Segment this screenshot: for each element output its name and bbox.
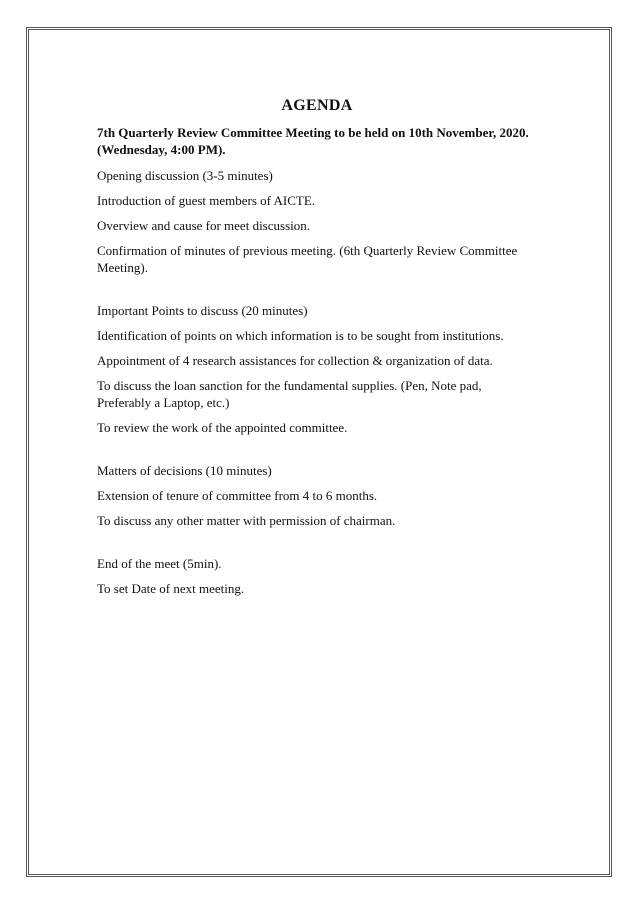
agenda-content	[97, 97, 537, 605]
section-gap	[97, 537, 537, 555]
meeting-heading-line1: 7th Quarterly Review Committee Meeting to be held on 10th November, 2020.	[97, 125, 529, 140]
section-gap	[97, 444, 537, 462]
agenda-section-end	[97, 555, 537, 597]
agenda-section-opening	[97, 167, 537, 276]
agenda-item: Extension of tenure of committee from 4 to 6 months.	[97, 488, 378, 503]
agenda-item: Introduction of guest members of AICTE.	[97, 193, 316, 208]
page-title: AGENDA	[281, 97, 353, 114]
meeting-heading	[97, 124, 537, 158]
agenda-item: To discuss the loan sanction for the fundamental supplies. (Pen, Note pad, Preferably a Laptop, etc.)	[97, 378, 482, 410]
agenda-item: Identification of points on which information is to be sought from institutions.	[97, 328, 504, 343]
agenda-item: To discuss any other matter with permission of chairman.	[97, 513, 396, 528]
agenda-section-important-points	[97, 302, 537, 436]
agenda-item: Overview and cause for meet discussion.	[97, 218, 310, 233]
agenda-section-decisions	[97, 462, 537, 529]
section-heading-decisions: Matters of decisions (10 minutes)	[97, 463, 272, 478]
section-gap	[97, 284, 537, 302]
section-heading-end: End of the meet (5min).	[97, 556, 222, 571]
agenda-item: Confirmation of minutes of previous meeting. (6th Quarterly Review Committee Meeting).	[97, 243, 518, 275]
section-heading-important-points: Important Points to discuss (20 minutes)	[97, 303, 308, 318]
agenda-item: To set Date of next meeting.	[97, 581, 245, 596]
agenda-item: To review the work of the appointed committee.	[97, 420, 348, 435]
agenda-item: Appointment of 4 research assistances for collection & organization of data.	[97, 353, 493, 368]
meeting-heading-line2: (Wednesday, 4:00 PM).	[97, 142, 226, 157]
section-heading-opening: Opening discussion (3-5 minutes)	[97, 168, 273, 183]
